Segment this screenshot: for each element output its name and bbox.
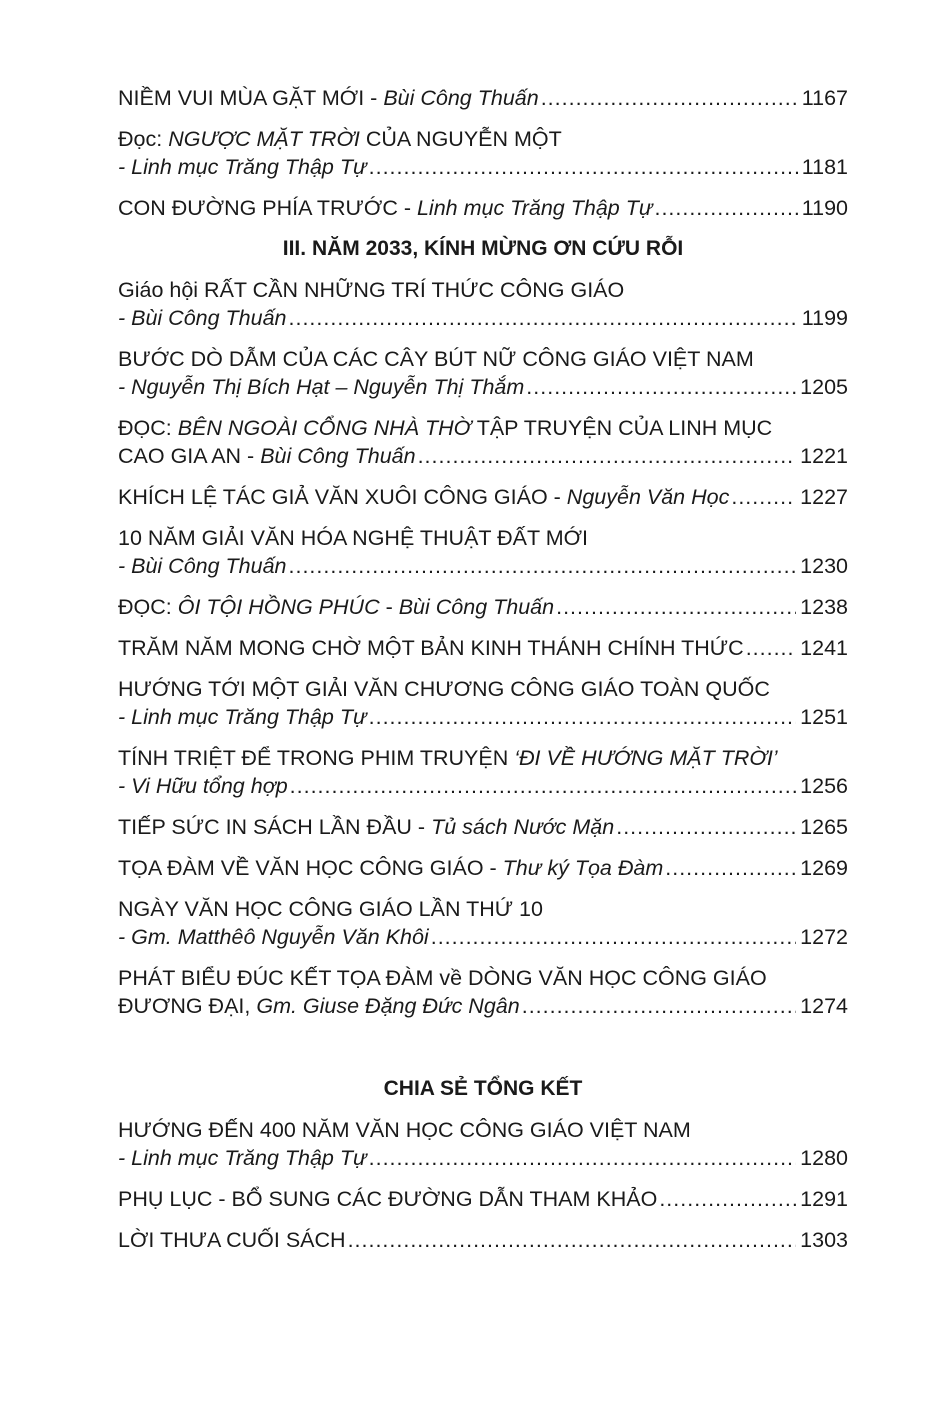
page-number: 1181 [801, 155, 848, 179]
toc-entry-title [118, 593, 554, 621]
toc-author-text: Tủ sách Nước Mặn [431, 815, 615, 839]
toc-author-text: - Linh mục Trăng Thập Tự [118, 155, 367, 179]
toc-entry-line [118, 744, 848, 772]
toc-entry[interactable] [118, 483, 848, 511]
toc-entry-title [118, 923, 429, 951]
page-number: 1303 [800, 1228, 848, 1252]
toc-title-text: LỜI THƯA CUỐI SÁCH [118, 1228, 346, 1252]
toc-author-text: - Bùi Công Thuấn [118, 306, 287, 330]
toc-entry-line [118, 153, 848, 181]
toc-title-text: TÍNH TRIỆT ĐỂ TRONG PHIM TRUYỆN [118, 746, 515, 770]
dot-leader [418, 442, 797, 470]
dot-leader [348, 1226, 797, 1254]
toc-entry-line [118, 992, 848, 1020]
toc-entry[interactable] [118, 675, 848, 731]
toc-entry-line [118, 593, 848, 621]
toc-entry[interactable] [118, 813, 848, 841]
toc-entry-title [118, 414, 772, 442]
toc-entry-title [118, 895, 543, 923]
toc-entry-line [118, 304, 848, 332]
page-number: 1221 [800, 444, 848, 468]
dot-leader [541, 84, 798, 112]
toc-title-text: KHÍCH LỆ TÁC GIẢ VĂN XUÔI CÔNG GIÁO - [118, 485, 567, 509]
toc-title-text: NGÀY VĂN HỌC CÔNG GIÁO LẦN THỨ 10 [118, 897, 543, 921]
toc-entry-title [118, 744, 778, 772]
toc-entry-line [118, 125, 848, 153]
toc-entry[interactable] [118, 895, 848, 951]
toc-entry[interactable] [118, 414, 848, 470]
toc-author-text: - Gm. Matthêô Nguyễn Văn Khôi [118, 925, 429, 949]
page-number: 1205 [800, 375, 848, 399]
toc-author-text: - Linh mục Trăng Thập Tự [118, 1146, 367, 1170]
toc-entry[interactable] [118, 964, 848, 1020]
toc-title-text: TẬP TRUYỆN CỦA LINH MỤC [471, 416, 773, 440]
toc-author-text: - Linh mục Trăng Thập Tự [118, 705, 367, 729]
toc-entry[interactable] [118, 276, 848, 332]
toc-entry-title [118, 524, 588, 552]
toc-entry[interactable] [118, 84, 848, 112]
toc-title-text: TRĂM NĂM MONG CHỜ MỘT BẢN KINH THÁNH CHÍNH THỨC [118, 636, 744, 660]
toc-entry-title [118, 304, 287, 332]
toc-entry[interactable] [118, 345, 848, 401]
dot-leader [369, 703, 797, 731]
toc-entry[interactable] [118, 524, 848, 580]
toc-title-text: PHÁT BIỂU ĐÚC KẾT TỌA ĐÀM về DÒNG VĂN HỌC CÔNG GIÁO [118, 966, 767, 990]
section-heading: III. NĂM 2033, KÍNH MỪNG ƠN CỨU RỖI [282, 237, 684, 260]
toc-author-text: BÊN NGOÀI CỔNG NHÀ THỜ [177, 416, 472, 440]
toc-entry-line [118, 634, 848, 662]
toc-author-text: Bùi Công Thuấn [398, 595, 555, 619]
toc-entry-title [118, 1185, 657, 1213]
toc-entry-title [118, 703, 367, 731]
dot-leader [616, 813, 796, 841]
toc-title-text: PHỤ LỤC - BỔ SUNG CÁC ĐƯỜNG DẪN THAM KHẢO [118, 1187, 658, 1211]
toc-entry[interactable] [118, 593, 848, 621]
page-number: 1256 [800, 774, 848, 798]
dot-leader [746, 634, 796, 662]
toc-entry-title [118, 276, 624, 304]
toc-title-text: ĐƯƠNG ĐẠI, [118, 994, 257, 1018]
toc-entry-line [118, 373, 848, 401]
toc-entry-line [118, 442, 848, 470]
toc-title-text: - [379, 595, 399, 619]
toc-entry[interactable] [118, 1226, 848, 1254]
page-number: 1241 [800, 636, 848, 660]
page-number: 1238 [800, 595, 848, 619]
dot-leader [731, 483, 796, 511]
page-number: 1230 [800, 554, 848, 578]
page-number: 1251 [800, 705, 848, 729]
section-heading: CHIA SẺ TỔNG KẾT [383, 1077, 583, 1100]
toc-title-text: HƯỚNG TỚI MỘT GIẢI VĂN CHƯƠNG CÔNG GIÁO TOÀN QUỐC [118, 677, 770, 701]
toc-entry-title [118, 634, 744, 662]
toc-entry-line [118, 923, 848, 951]
page-number: 1272 [800, 925, 848, 949]
toc-title-text: HƯỚNG ĐẾN 400 NĂM VĂN HỌC CÔNG GIÁO VIỆT NAM [118, 1118, 691, 1142]
page-number: 1269 [800, 856, 848, 880]
toc-entry-title [118, 1116, 691, 1144]
toc-title-text: TỌA ĐÀM VỀ VĂN HỌC CÔNG GIÁO - [118, 856, 503, 880]
toc-entry-title [118, 153, 367, 181]
toc-entry[interactable] [118, 125, 848, 181]
page-number: 1280 [800, 1146, 848, 1170]
toc-entry-title [118, 442, 416, 470]
toc-entry-title [118, 1144, 367, 1172]
toc-entry-line [118, 194, 848, 222]
toc-entry-title [118, 194, 652, 222]
toc-entry[interactable] [118, 744, 848, 800]
toc-entry-line [118, 703, 848, 731]
page-number: 1265 [800, 815, 848, 839]
toc-entry-line [118, 1226, 848, 1254]
toc-entry-line [118, 414, 848, 442]
dot-leader [369, 153, 798, 181]
dot-leader [289, 552, 797, 580]
toc-entry-line [118, 483, 848, 511]
toc-title-text: NIỀM VUI MÙA GẶT MỚI - [118, 86, 384, 110]
dot-leader [665, 854, 796, 882]
toc-entry-line [118, 772, 848, 800]
page-number: 1190 [801, 196, 848, 220]
toc-entry-line [118, 854, 848, 882]
toc-author-text: Nguyễn Văn Học [566, 485, 730, 509]
page-number: 1291 [800, 1187, 848, 1211]
toc-entry-line [118, 675, 848, 703]
toc-entry-title [118, 854, 663, 882]
toc-author-text: - Nguyễn Thị Bích Hạt – Nguyễn Thị Thắm [118, 375, 525, 399]
toc-entry-title [118, 84, 539, 112]
toc-entry-title [118, 345, 754, 373]
dot-leader [654, 194, 797, 222]
dot-leader [369, 1144, 797, 1172]
toc-entry-title [118, 964, 767, 992]
toc-title-text: BƯỚC DÒ DẪM CỦA CÁC CÂY BÚT NỮ CÔNG GIÁO VIỆT NAM [118, 347, 754, 371]
toc-entry-line [118, 1185, 848, 1213]
dot-leader [526, 373, 796, 401]
toc-title-text: ĐỌC: [118, 595, 178, 619]
toc-entry-title [118, 992, 520, 1020]
toc-author-text: Bùi Công Thuấn [383, 86, 539, 110]
page-number: 1227 [800, 485, 848, 509]
toc-author-text: Bùi Công Thuấn [260, 444, 416, 468]
page-number: 1274 [800, 994, 848, 1018]
toc-entry-line [118, 84, 848, 112]
toc-entry-line [118, 276, 848, 304]
toc-title-text: TIẾP SỨC IN SÁCH LẦN ĐẦU - [118, 815, 432, 839]
toc-entry[interactable] [118, 634, 848, 662]
toc-entry[interactable] [118, 194, 848, 222]
toc-author-text: - Bùi Công Thuấn [118, 554, 287, 578]
toc-entry-line [118, 345, 848, 373]
toc-author-text: ‘ĐI VỀ HƯỚNG MẶT TRỜI’ [514, 746, 778, 770]
dot-leader [290, 772, 797, 800]
page-number: 1199 [801, 306, 848, 330]
toc-title-text: 10 NĂM GIẢI VĂN HÓA NGHỆ THUẬT ĐẤT MỚI [118, 526, 589, 550]
table-of-contents [118, 84, 848, 1267]
toc-author-text: Linh mục Trăng Thập Tự [416, 196, 653, 220]
toc-entry[interactable] [118, 854, 848, 882]
toc-author-text: Gm. Giuse Đặng Đức Ngân [256, 994, 520, 1018]
toc-entry-title [118, 772, 288, 800]
toc-entry-title [118, 1226, 346, 1254]
dot-leader [289, 304, 798, 332]
toc-author-text: Thư ký Tọa Đàm [502, 856, 664, 880]
dot-leader [659, 1185, 796, 1213]
dot-leader [556, 593, 796, 621]
page-number: 1167 [801, 86, 848, 110]
toc-entry-line [118, 1116, 848, 1144]
toc-entry-line [118, 895, 848, 923]
toc-entry[interactable] [118, 1185, 848, 1213]
toc-entry-line [118, 524, 848, 552]
toc-author-text: ÔI TỘI HỒNG PHÚC [177, 595, 380, 619]
toc-title-text: CON ĐƯỜNG PHÍA TRƯỚC - [118, 196, 417, 220]
toc-entry-title [118, 125, 562, 153]
toc-entry-title [118, 675, 770, 703]
toc-entry-line [118, 813, 848, 841]
toc-entry-title [118, 813, 614, 841]
dot-leader [431, 923, 796, 951]
toc-entry-title [118, 552, 287, 580]
toc-title-text: ĐỌC: [118, 416, 178, 440]
toc-title-text: CAO GIA AN - [118, 444, 261, 468]
toc-entry-line [118, 964, 848, 992]
toc-entry-line [118, 552, 848, 580]
dot-leader [522, 992, 796, 1020]
toc-entry-title [118, 373, 524, 401]
toc-author-text: NGƯỢC MẶT TRỜI [168, 127, 360, 151]
toc-title-text: Giáo hội RẤT CẦN NHỮNG TRÍ THỨC CÔNG GIÁO [118, 278, 625, 302]
toc-entry-title [118, 483, 729, 511]
toc-title-text: CỦA NGUYỄN MỘT [359, 127, 562, 151]
toc-title-text: Đọc: [118, 127, 169, 151]
toc-entry[interactable] [118, 1116, 848, 1172]
toc-author-text: - Vi Hữu tổng hợp [118, 774, 288, 798]
toc-entry-line [118, 1144, 848, 1172]
